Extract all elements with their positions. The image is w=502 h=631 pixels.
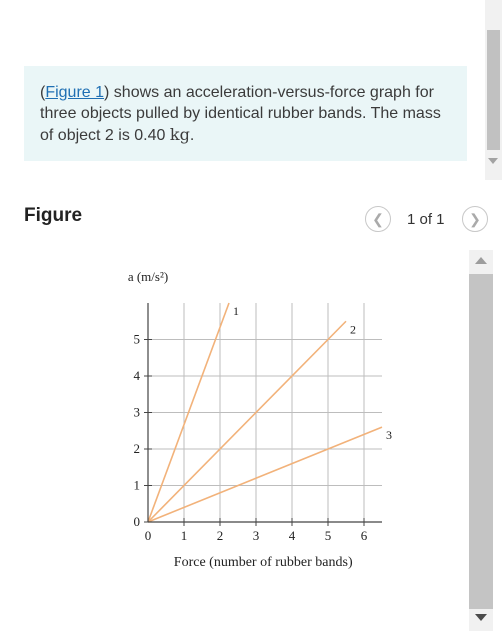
x-axis-label: Force (number of rubber bands) (173, 555, 353, 570)
x-tick-label: 0 (144, 528, 152, 543)
chevron-left-icon: ❮ (372, 211, 384, 227)
series-label-2: 2 (350, 322, 356, 337)
y-tick-label: 4 (133, 368, 140, 383)
y-tick-label: 2 (133, 441, 140, 456)
y-tick-label: 5 (133, 331, 140, 347)
problem-end: . (189, 127, 195, 144)
series-line-2 (148, 321, 346, 522)
x-tick-label: 6 (360, 528, 368, 543)
x-tick-label: 3 (252, 528, 260, 543)
series-label-1: 1 (233, 304, 239, 318)
mass-unit: kg (169, 125, 190, 144)
x-tick-label: 1 (180, 528, 188, 543)
series-line-3 (148, 427, 382, 522)
y-tick-label: 0 (133, 514, 140, 529)
x-tick-label: 5 (324, 528, 332, 543)
y-tick-label: 1 (133, 477, 140, 493)
y-axis-label: a (m/s²) (127, 269, 169, 284)
figure-title: Figure (24, 205, 83, 226)
series-label-3: 3 (386, 428, 392, 443)
problem-statement: (Figure 1) shows an acceleration-versus-force graph for three objects pulled by identical rubber bands. The mass of object 2 is 0.40 kg. (24, 66, 467, 161)
figure-link[interactable]: Figure 1 (45, 84, 105, 101)
x-tick-label: 2 (216, 528, 224, 543)
figure-counter: 1 of 1 (407, 211, 445, 228)
y-tick-label: 3 (133, 404, 140, 420)
problem-text: ) shows an acceleration-versus-force graph for three objects pulled by identical rubber bands. The mass of object 2 is 0.40 (40, 84, 441, 144)
chevron-right-icon: ❯ (469, 211, 481, 227)
x-tick-label: 4 (288, 528, 296, 543)
